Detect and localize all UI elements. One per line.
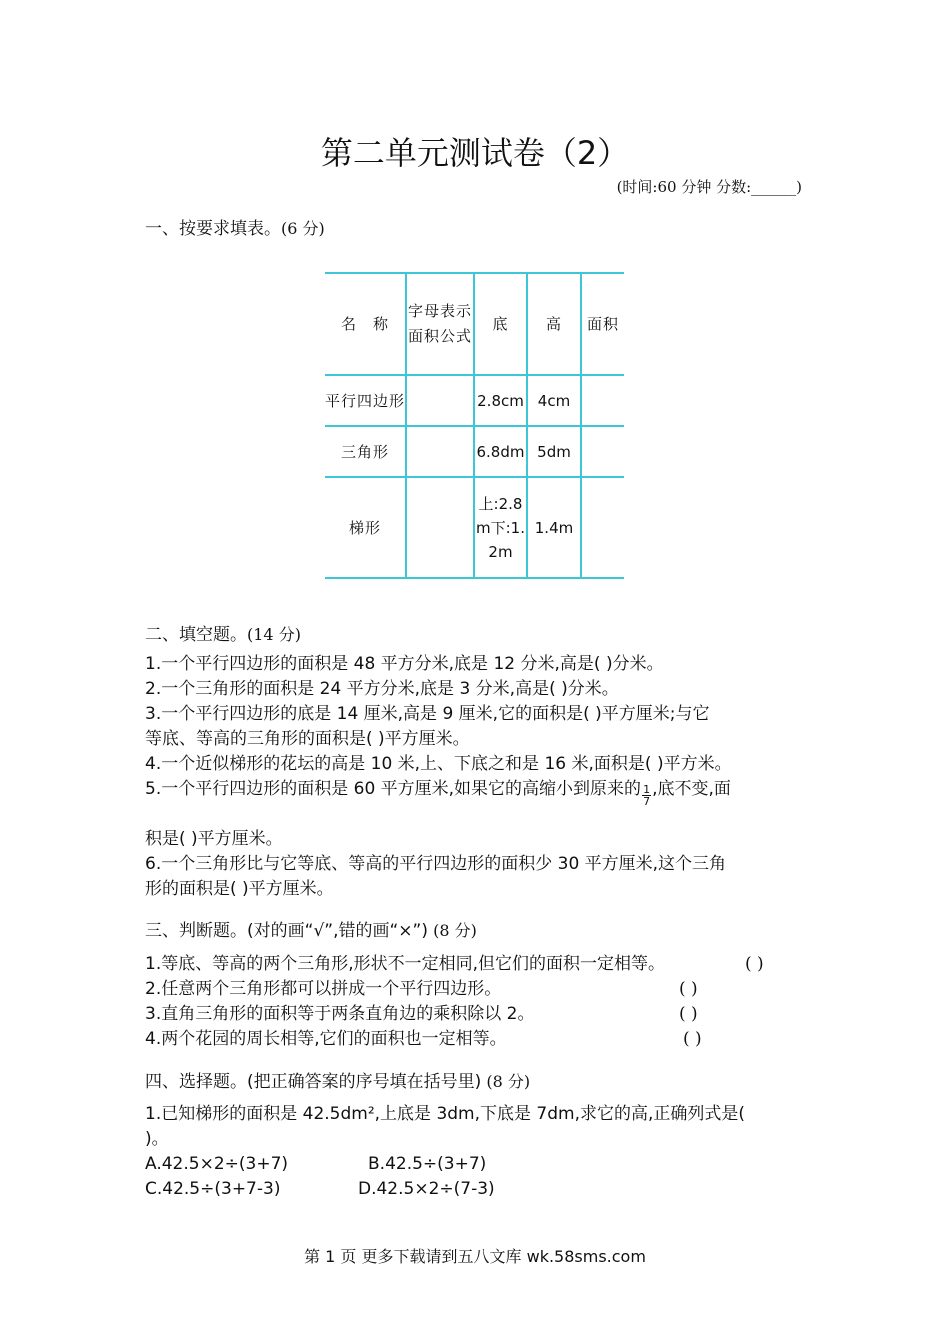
row-1-area-cell[interactable] bbox=[581, 375, 624, 426]
row-1-height: 4cm bbox=[527, 375, 581, 426]
judge-answer-1[interactable]: ( ) bbox=[745, 954, 764, 974]
section-1-title: 一、按要求填表。 bbox=[145, 219, 281, 239]
row-1-name: 平行四边形 bbox=[325, 375, 406, 426]
fraction-denominator: 7 bbox=[643, 794, 651, 808]
row-2-area-cell[interactable] bbox=[581, 426, 624, 477]
section-1-heading bbox=[145, 214, 325, 239]
fill-question-3-cont: 等底、等高的三角形的面积是( )平方厘米。 bbox=[145, 729, 470, 749]
judge-question-1: 1.等底、等高的两个三角形,形状不一定相同,但它们的面积一定相等。 bbox=[145, 954, 666, 974]
exam-meta: (时间:60 分钟 分数:______) bbox=[616, 178, 802, 196]
section-4-title: 四、选择题。(把正确答案的序号填在括号里) bbox=[145, 1072, 482, 1092]
section-3-points: (8 分) bbox=[427, 921, 477, 940]
row-1-base: 2.8cm bbox=[474, 375, 527, 426]
page-title: 第二单元测试卷（2） bbox=[320, 134, 630, 172]
page-footer: 第 1 页 更多下载请到五八文库 wk.58sms.com bbox=[304, 1247, 646, 1266]
choice-option-b[interactable]: B.42.5÷(3+7) bbox=[368, 1154, 487, 1174]
fill-question-5 bbox=[145, 777, 731, 808]
table-row bbox=[325, 426, 624, 477]
fill-question-1: 1.一个平行四边形的面积是 48 平方分米,底是 12 分米,高是( )分米。 bbox=[145, 654, 664, 674]
fill-question-4: 4.一个近似梯形的花坛的高是 10 米,上、下底之和是 16 米,面积是( )平方米。 bbox=[145, 754, 732, 774]
row-3-height: 1.4m bbox=[527, 477, 581, 578]
row-3-area-cell[interactable] bbox=[581, 477, 624, 578]
fill-question-2: 2.一个三角形的面积是 24 平方分米,底是 3 分米,高是( )分米。 bbox=[145, 679, 619, 699]
fill-question-3: 3.一个平行四边形的底是 14 厘米,高是 9 厘米,它的面积是( )平方厘米;与它 bbox=[145, 704, 710, 724]
judge-question-4: 4.两个花园的周长相等,它们的面积也一定相等。 bbox=[145, 1029, 507, 1049]
formula-table bbox=[325, 272, 624, 579]
header-formula: 字母表示面积公式 bbox=[406, 273, 474, 375]
choice-option-d[interactable]: D.42.5×2÷(7-3) bbox=[358, 1179, 495, 1199]
row-3-name: 梯形 bbox=[325, 477, 406, 578]
fill-question-5-cont: 积是( )平方厘米。 bbox=[145, 829, 283, 849]
header-name: 名 称 bbox=[325, 273, 406, 375]
section-2-heading bbox=[145, 620, 301, 645]
judge-answer-2[interactable]: ( ) bbox=[679, 979, 698, 999]
table-header-row bbox=[325, 273, 624, 375]
judge-question-2: 2.任意两个三角形都可以拼成一个平行四边形。 bbox=[145, 979, 502, 999]
row-2-formula-cell[interactable] bbox=[406, 426, 474, 477]
fill-question-6-cont: 形的面积是( )平方厘米。 bbox=[145, 879, 334, 899]
table-row bbox=[325, 375, 624, 426]
row-2-base: 6.8dm bbox=[474, 426, 527, 477]
choice-question-1: 1.已知梯形的面积是 42.5dm²,上底是 3dm,下底是 7dm,求它的高,正确列式是( bbox=[145, 1104, 746, 1124]
section-3-heading bbox=[145, 916, 477, 941]
fraction-numerator: 1 bbox=[643, 782, 651, 796]
section-3-title: 三、判断题。(对的画“√”,错的画“×”) bbox=[145, 921, 428, 941]
judge-answer-3[interactable]: ( ) bbox=[679, 1004, 698, 1024]
fill-question-5-tail: ,底不变,面 bbox=[652, 779, 731, 799]
table-row bbox=[325, 477, 624, 578]
header-area: 面积 bbox=[581, 273, 624, 375]
section-4-heading bbox=[145, 1067, 530, 1092]
judge-question-3: 3.直角三角形的面积等于两条直角边的乘积除以 2。 bbox=[145, 1004, 535, 1024]
fill-question-5-text: 5.一个平行四边形的面积是 60 平方厘米,如果它的高缩小到原来的 bbox=[145, 779, 642, 799]
choice-option-c[interactable]: C.42.5÷(3+7-3) bbox=[145, 1179, 281, 1199]
choice-question-1-cont: )。 bbox=[145, 1129, 169, 1149]
section-2-title: 二、填空题。 bbox=[145, 625, 247, 645]
row-1-formula-cell[interactable] bbox=[406, 375, 474, 426]
row-2-height: 5dm bbox=[527, 426, 581, 477]
choice-option-a[interactable]: A.42.5×2÷(3+7) bbox=[145, 1154, 289, 1174]
header-base: 底 bbox=[474, 273, 527, 375]
section-4-points: (8 分) bbox=[481, 1072, 531, 1091]
section-2-points: (14 分) bbox=[247, 625, 301, 644]
row-3-base: 上:2.8m下:1.2m bbox=[474, 477, 527, 578]
row-2-name: 三角形 bbox=[325, 426, 406, 477]
judge-answer-4[interactable]: ( ) bbox=[683, 1029, 702, 1049]
header-height: 高 bbox=[527, 273, 581, 375]
fraction-one-seventh bbox=[642, 784, 651, 807]
fill-question-6: 6.一个三角形比与它等底、等高的平行四边形的面积少 30 平方厘米,这个三角 bbox=[145, 854, 727, 874]
row-3-formula-cell[interactable] bbox=[406, 477, 474, 578]
section-1-points: (6 分) bbox=[281, 219, 325, 238]
